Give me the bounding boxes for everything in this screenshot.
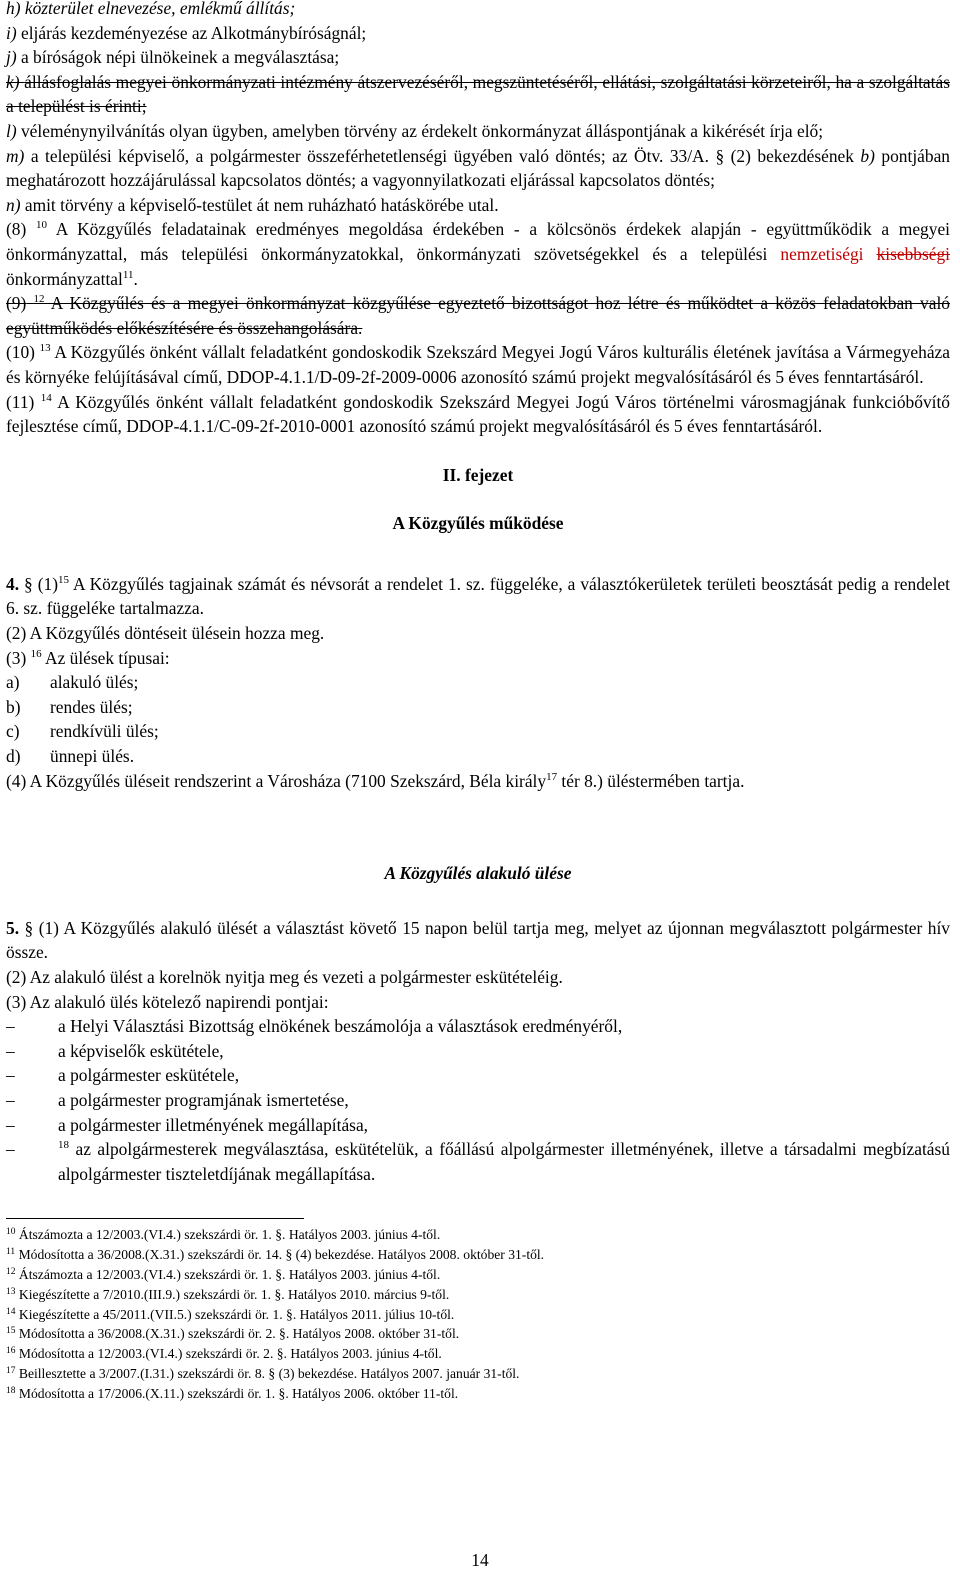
section-5-para-2: (2) Az alakuló ülést a korelnök nyitja meg és vezeti a polgármester eskütételéig. (6, 967, 563, 987)
footnote: $^{16}$ Módosította a 12/2003.(VI.4.) szekszárdi ör. 2. §. Hatályos 2003. június 4-től. (6, 1346, 442, 1362)
footnote: $^{14}$ Kiegészítette a 45/2011.(VII.5.) szekszárdi ör. 1. §. Hatályos 2011. július 10-től. (6, 1306, 455, 1322)
item-i: i) eljárás kezdeményezése az Alkotmánybíróságnál; (6, 22, 367, 43)
chapter-number: II. fejezet (442, 464, 514, 485)
list-item: c) rendkívüli ülés; (6, 721, 159, 742)
footnote: $^{12}$ Átszámozta a 12/2003.(VI.4.) szekszárdi ör. 1. §. Hatályos 2003. június 4-től. (6, 1266, 441, 1282)
footnote-ref: 12 (33, 293, 45, 306)
section-5-para-3: (3) Az alakuló ülés kötelező napirendi pontjai: (6, 991, 329, 1012)
section-5-para-1: 5. § (1) A Közgyűlés alakuló ülését a választást követő 15 napon belül tartja meg, melyet az újonnan megválasztott polgármester hív össze. (6, 917, 950, 963)
section-4-para-4: (4) A Közgyűlés üléseit rendszerint a Városháza (7100 Szekszárd, Béla király$^{17}$ tér 8.) üléstermében tartja. (6, 770, 745, 791)
paragraph-9-struck: (9) $^{12}$ A Közgyűlés és a megyei önkormányzat közgyűlése egyeztető bizottságot hoz létre és működtet a közös feladatokban való együttműködés előkészítésére és összehangolására. (6, 293, 950, 338)
paragraph-10: (10) $^{13}$ A Közgyűlés önként vállalt feladatként gondoskodik Szekszárd Megyei Jogú Város kulturális életének javítása a Vármegyeháza és környéke felújításával című, DDOP-4.1.1/D-09-2f-2009-0006 azonosító számú projekt megvalósításáról és 5 éves fenntartásáról. (6, 342, 950, 387)
chapter-title: A Közgyűlés működése (392, 513, 564, 534)
footnote-ref: 15 (57, 573, 69, 586)
footnote: $^{18}$ Módosította a 17/2006.(X.11.) szekszárdi ör. 1. §. Hatályos 2006. október 11-től. (6, 1385, 459, 1401)
footnote: $^{15}$ Módosította a 36/2008.(X.31.) szekszárdi ör. 2. §. Hatályos 2008. október 31-től. (6, 1326, 460, 1342)
footnote: $^{13}$ Kiegészítette a 7/2010.(III.9.) szekszárdi ör. 1. §. Hatályos 2010. március 9-től. (6, 1286, 450, 1302)
footnote: $^{17}$ Beillesztette a 3/2007.(I.31.) szekszárdi ör. 8. § (3) bekezdése. Hatályos 2007. január 31-től. (6, 1365, 520, 1381)
footnotes (6, 1225, 950, 1403)
item-l: l) véleménynyilvánítás olyan ügyben, amelyben törvény az érdekelt önkormányzat álláspontjának a kikérését írja elő; (6, 120, 824, 141)
footnote-ref: 18 (58, 1139, 69, 1152)
footnote-separator (6, 1218, 304, 1219)
page-number: 14 (471, 1550, 489, 1570)
item-m: m) a települési képviselő, a polgármester összeférhetetlenségi ügyében való döntés; az Ötv. 33/A. § (2) bekezdésének b) pontjában meghatározott hozzájárulással kapcsolatos döntés; a vagyonnyilatkozati eljárással kapcsolatos döntés; (6, 145, 950, 191)
item-k-struck: k) állásfoglalás megyei önkormányzati intézmény átszervezéséről, megszüntetéséről, ellátási, szolgáltatási körzeteiről, ha a szolgáltatás a települést is érinti; (6, 71, 950, 117)
list-item: d) ünnepi ülés. (6, 746, 135, 767)
paragraph-8: (8) $^{10}$ A Közgyűlés feladatainak eredményes megoldása érdekében - a kölcsönös érdekek alapján - együttműködik a megyei önkormányzattal, más települési önkormányzatokkal, önkormányzati szövetségekkel és a települési nemzetiségi kisebbségi önkormányzattal$^{11}$. (6, 219, 950, 289)
deleted-text: kisebbségi (876, 243, 950, 264)
footnote-ref: 16 (30, 647, 42, 660)
section-4-para-3: (3) $^{16}$ Az ülések típusai: (6, 647, 170, 668)
footnote-ref: 17 (546, 770, 558, 783)
item-n: n) amit törvény a képviselő-testület át nem ruházható hatáskörébe utal. (6, 194, 499, 215)
list-item: b) rendes ülés; (6, 696, 133, 717)
subheading: A Közgyűlés alakuló ülése (384, 863, 572, 884)
item-h: h) közterület elnevezése, emlékmű állítás; (6, 0, 296, 18)
inserted-text: nemzetiségi (780, 243, 864, 264)
section-4-para-2: (2) A Közgyűlés döntéseit ülésein hozza meg. (6, 623, 325, 644)
agenda-item: – $^{18}$ az alpolgármesterek megválasztása, eskütételük, a főállású alpolgármester illetményének, illetve a társadalmi megbízatású alpolgármester tiszteletdíjának megállapítása. (6, 1139, 950, 1184)
footnote-ref: 13 (39, 342, 51, 355)
footnote: $^{10}$ Átszámozta a 12/2003.(VI.4.) szekszárdi ör. 1. §. Hatályos 2003. június 4-től. (6, 1227, 441, 1243)
agenda-item: – a Helyi Választási Bizottság elnökének beszámolója a választások eredményéről, (6, 1016, 623, 1037)
footnote-ref: 10 (36, 219, 48, 232)
item-j: j) a bíróságok népi ülnökeinek a megválasztása; (6, 47, 340, 68)
document-page (6, 0, 950, 1404)
agenda-item: – a képviselők eskütétele, (6, 1040, 224, 1061)
agenda-item: – a polgármester programjának ismertetése, (6, 1089, 349, 1110)
footnote-ref: 14 (40, 391, 52, 404)
list-item: a) alakuló ülés; (6, 672, 139, 693)
section-4-para-1: 4. § $(1)^{15}$ A Közgyűlés tagjainak számát és névsorát a rendelet 1. sz. függeléke, a választókerületek területi beosztását pedig a rendelet 6. sz. függeléke tartalmazza. (6, 573, 950, 619)
agenda-item: – a polgármester illetményének megállapítása, (6, 1114, 369, 1135)
paragraph-11: (11) $^{14}$ A Közgyűlés önként vállalt feladatként gondoskodik Szekszárd Megyei Jogú Város történelmi városmagjának funkcióbővítő fejlesztése című, DDOP-4.1.1/C-09-2f-2010-0001 azonosító számú projekt megvalósításáról és 5 éves fenntartásáról. (6, 391, 950, 437)
agenda-item: – a polgármester eskütétele, (6, 1065, 240, 1086)
footnote-ref: 11 (122, 268, 134, 281)
footnote: $^{11}$ Módosította a 36/2008.(X.31.) szekszárdi ör. 14. § (4) bekezdése. Hatályos 2008. október 31-től. (6, 1247, 545, 1263)
